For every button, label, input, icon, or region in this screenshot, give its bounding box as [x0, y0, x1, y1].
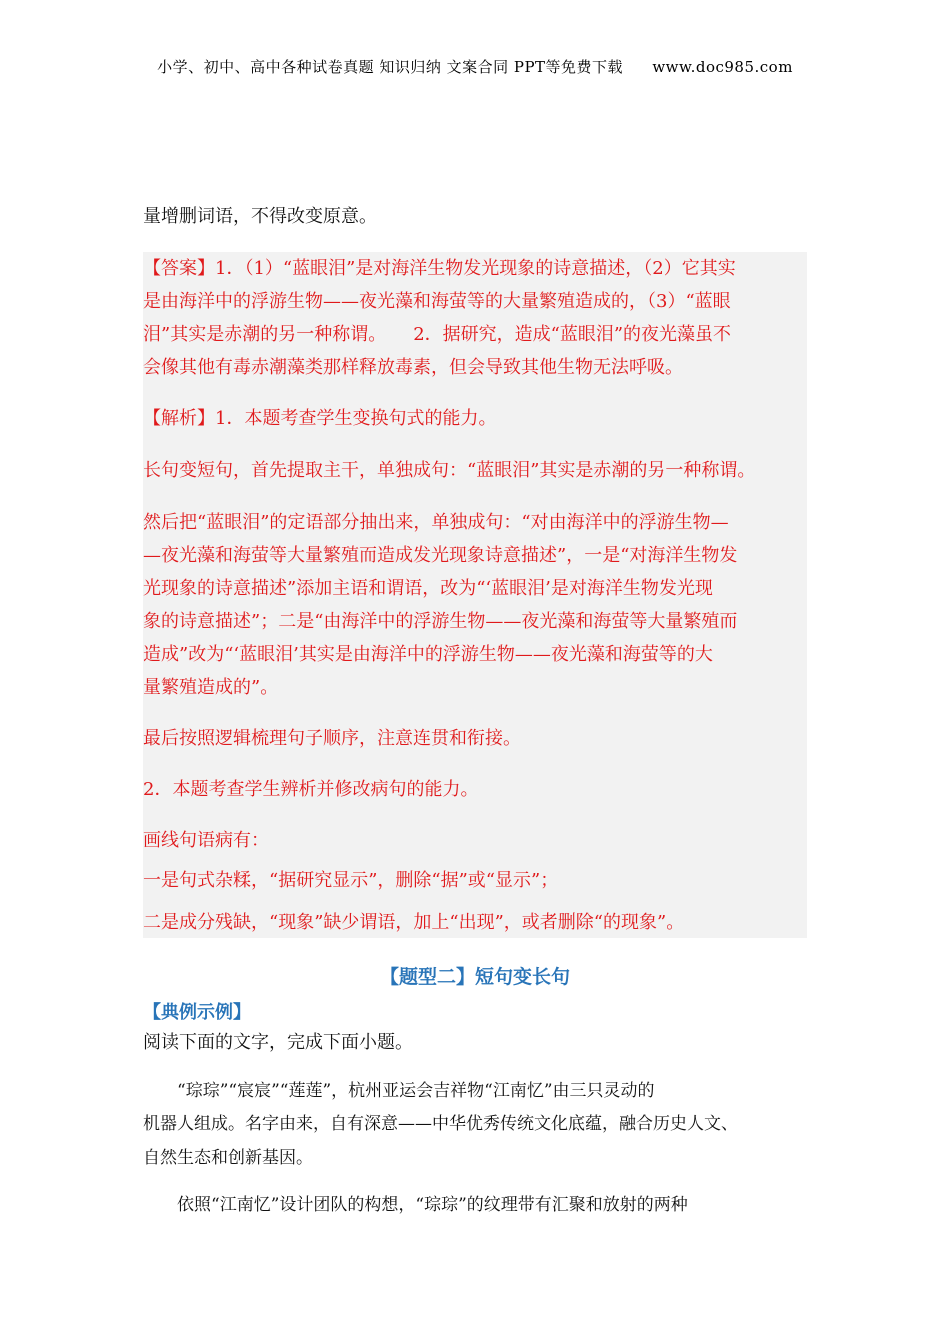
passage-line: 依照“江南忆”设计团队的构想，“琮琮”的纹理带有汇聚和放射的两种 — [143, 1195, 688, 1215]
passage-line: 机器人组成。名字由来，自有深意——中华优秀传统文化底蕴，融合历史人文、 — [143, 1114, 738, 1134]
answer-line: 会像其他有毒赤潮藻类那样释放毒素，但会导致其他生物无法呼吸。 — [143, 357, 683, 378]
header-text: 小学、初中、高中各种试卷真题 知识归纳 文案合同 PPT等免费下载 — [157, 58, 624, 76]
analysis-line: 最后按照逻辑梳理句子顺序，注意连贯和衔接。 — [143, 728, 521, 749]
section-title: 【题型二】短句变长句 — [379, 966, 570, 988]
analysis-line: 长句变短句，首先提取主干，单独成句：“蓝眼泪”其实是赤潮的另一种称谓。 — [143, 460, 756, 481]
analysis-line: 量繁殖造成的”。 — [143, 677, 279, 698]
analysis-line: 一是句式杂糅，“据研究显示”，删除“据”或“显示”； — [143, 870, 559, 891]
passage-line: 自然生态和创新基因。 — [143, 1148, 313, 1168]
analysis-line: 【解析】1．本题考查学生变换句式的能力。 — [143, 408, 497, 429]
analysis-line: 2．本题考查学生辨析并修改病句的能力。 — [143, 779, 479, 800]
answer-line: 是由海洋中的浮游生物——夜光藻和海萤等的大量繁殖造成的，（3）“蓝眼 — [143, 291, 731, 312]
instruction-line: 阅读下面的文字，完成下面小题。 — [143, 1032, 413, 1053]
answer-block — [143, 252, 807, 938]
answer-line: 【答案】1．（1）“蓝眼泪”是对海洋生物发光现象的诗意描述，（2）它其实 — [143, 258, 736, 279]
analysis-line: 画线句语病有： — [143, 830, 269, 851]
analysis-line: 造成”改为“‘蓝眼泪’其实是由海洋中的浮游生物——夜光藻和海萤等的大 — [143, 644, 713, 665]
intro-line: 量增删词语，不得改变原意。 — [143, 206, 377, 227]
passage-line: “琮琮”“宸宸”“莲莲”，杭州亚运会吉祥物“江南忆”由三只灵动的 — [143, 1081, 655, 1101]
analysis-line: 象的诗意描述”；二是“由海洋中的浮游生物——夜光藻和海萤等大量繁殖而 — [143, 611, 738, 632]
analysis-line: —夜光藻和海萤等大量繁殖而造成发光现象诗意描述”，一是“对海洋生物发 — [143, 545, 738, 566]
example-subtitle: 【典例示例】 — [143, 1002, 251, 1023]
header-url[interactable]: www.doc985.com — [652, 58, 793, 76]
analysis-line: 二是成分残缺，“现象”缺少谓语，加上“出现”，或者删除“的现象”。 — [143, 912, 685, 933]
analysis-line: 光现象的诗意描述”添加主语和谓语，改为“‘蓝眼泪’是对海洋生物发光现 — [143, 578, 713, 599]
analysis-line: 然后把“蓝眼泪”的定语部分抽出来，单独成句：“对由海洋中的浮游生物— — [143, 512, 729, 533]
page-header — [0, 56, 950, 77]
answer-line: 泪”其实是赤潮的另一种称谓。 2．据研究，造成“蓝眼泪”的夜光藻虽不 — [143, 324, 732, 345]
